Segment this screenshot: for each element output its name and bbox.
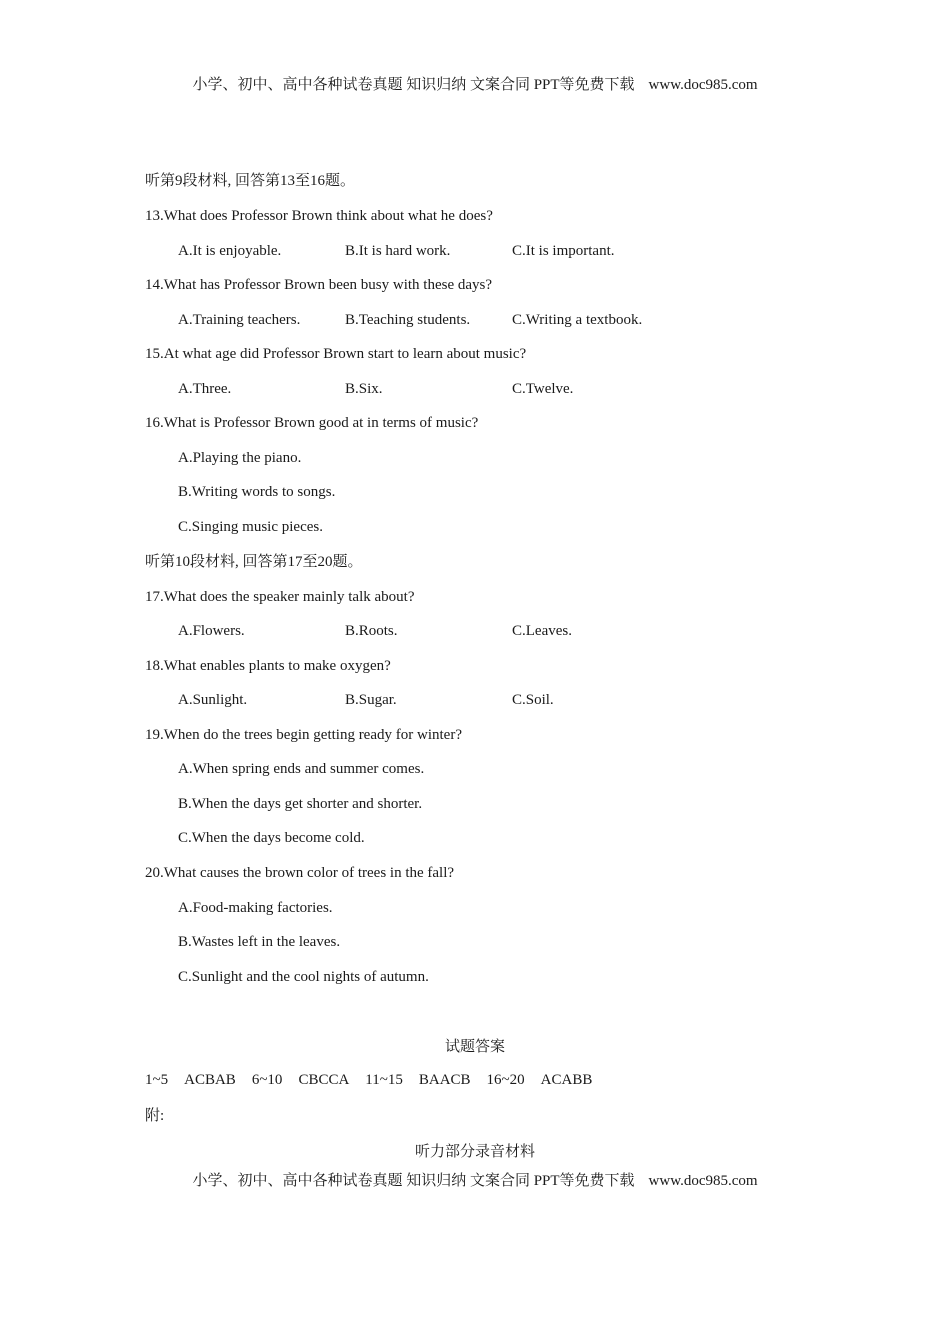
question-17: 17.What does the speaker mainly talk about? bbox=[145, 589, 415, 605]
answer-set-1: ACBAB bbox=[184, 1072, 236, 1088]
question-13: 13.What does Professor Brown think about what he does? bbox=[145, 208, 493, 224]
q15-option-a: A.Three. bbox=[178, 381, 232, 397]
header-site: www.doc985.com bbox=[648, 77, 758, 93]
answer-set-3: BAACB bbox=[418, 1072, 471, 1088]
q14-option-c: C.Writing a textbook. bbox=[512, 312, 643, 328]
q20-option-b: B.Wastes left in the leaves. bbox=[178, 934, 341, 950]
footer-site: www.doc985.com bbox=[648, 1173, 758, 1189]
footer-text: 小学、初中、高中各种试卷真题 知识归纳 文案合同 PPT等免费下载 bbox=[192, 1173, 635, 1189]
q13-option-c: C.It is important. bbox=[512, 243, 615, 259]
q17-option-b: B.Roots. bbox=[345, 623, 398, 639]
q18-option-a: A.Sunlight. bbox=[178, 692, 248, 708]
answer-range-2: 6~10 bbox=[251, 1072, 283, 1088]
question-18: 18.What enables plants to make oxygen? bbox=[145, 658, 391, 674]
answer-set-4: ACABB bbox=[540, 1072, 593, 1088]
question-16: 16.What is Professor Brown good at in terms of music? bbox=[145, 415, 479, 431]
question-15: 15.At what age did Professor Brown start to learn about music? bbox=[145, 346, 527, 362]
question-19: 19.When do the trees begin getting ready for winter? bbox=[145, 727, 462, 743]
q16-option-a: A.Playing the piano. bbox=[178, 450, 302, 466]
q17-option-a: A.Flowers. bbox=[178, 623, 245, 639]
question-20: 20.What causes the brown color of trees in the fall? bbox=[145, 865, 455, 881]
transcript-title: 听力部分录音材料 bbox=[414, 1144, 535, 1160]
q13-option-a: A.It is enjoyable. bbox=[178, 243, 282, 259]
answer-range-1: 1~5 bbox=[145, 1072, 169, 1088]
question-14: 14.What has Professor Brown been busy with these days? bbox=[145, 277, 493, 293]
q17-option-c: C.Leaves. bbox=[512, 623, 572, 639]
answer-range-4: 16~20 bbox=[486, 1072, 525, 1088]
answers-title: 试题答案 bbox=[444, 1039, 505, 1055]
q15-option-c: C.Twelve. bbox=[512, 381, 574, 397]
q14-option-b: B.Teaching students. bbox=[345, 312, 471, 328]
q16-option-b: B.Writing words to songs. bbox=[178, 484, 336, 500]
q20-option-a: A.Food-making factories. bbox=[178, 900, 333, 916]
q19-option-b: B.When the days get shorter and shorter. bbox=[178, 796, 423, 812]
q20-option-c: C.Sunlight and the cool nights of autumn. bbox=[178, 969, 429, 985]
page-footer bbox=[0, 1169, 950, 1190]
answer-key bbox=[145, 1070, 608, 1090]
q13-option-b: B.It is hard work. bbox=[345, 243, 451, 259]
page-header bbox=[0, 73, 950, 94]
section-9-instruction: 听第9段材料, 回答第13至16题。 bbox=[145, 173, 356, 189]
q19-option-c: C.When the days become cold. bbox=[178, 830, 365, 846]
q14-option-a: A.Training teachers. bbox=[178, 312, 301, 328]
appendix-label: 附: bbox=[145, 1108, 165, 1124]
q15-option-b: B.Six. bbox=[345, 381, 383, 397]
answer-set-2: CBCCA bbox=[298, 1072, 350, 1088]
q16-option-c: C.Singing music pieces. bbox=[178, 519, 323, 535]
q18-option-b: B.Sugar. bbox=[345, 692, 397, 708]
answer-range-3: 11~15 bbox=[365, 1072, 403, 1088]
section-10-instruction: 听第10段材料, 回答第17至20题。 bbox=[145, 554, 363, 570]
q19-option-a: A.When spring ends and summer comes. bbox=[178, 761, 425, 777]
q18-option-c: C.Soil. bbox=[512, 692, 554, 708]
header-text: 小学、初中、高中各种试卷真题 知识归纳 文案合同 PPT等免费下载 bbox=[192, 77, 635, 93]
